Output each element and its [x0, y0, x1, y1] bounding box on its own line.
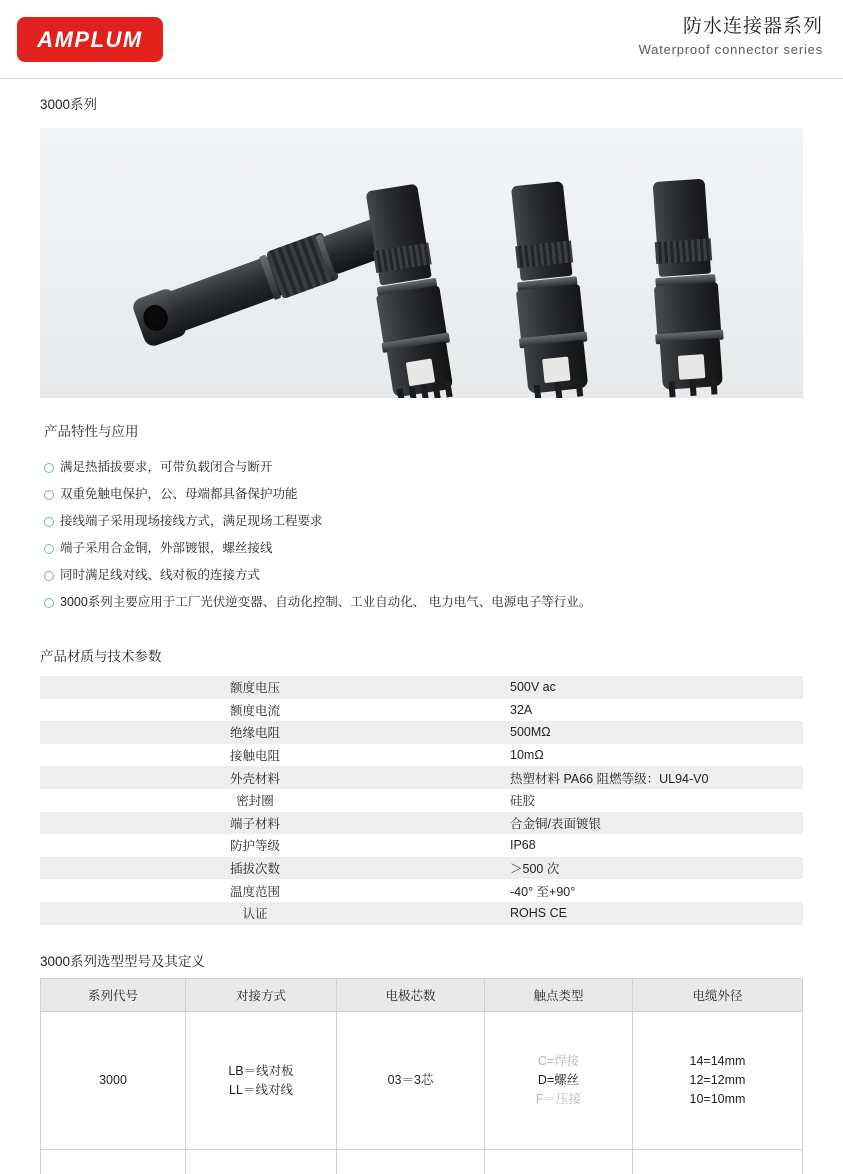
table-row	[40, 744, 803, 767]
spec-label: 温度范围	[40, 879, 470, 902]
model-header-poles: 电极芯数	[337, 979, 485, 1012]
table-header-row	[41, 979, 803, 1012]
spec-value: 硅胶	[470, 789, 803, 812]
feature-item	[44, 481, 804, 508]
cable-od-line-2: 12=12mm	[634, 1071, 801, 1090]
model-header-series: 系列代号	[41, 979, 186, 1012]
bullet-icon	[44, 517, 54, 527]
table-row	[40, 676, 803, 699]
spec-value: ＞500 次	[470, 857, 803, 880]
connector-illustration-3	[479, 177, 621, 398]
spec-label: 接触电阻	[40, 744, 470, 767]
bullet-icon	[44, 490, 54, 500]
connector-pin-block	[406, 358, 435, 386]
table-row	[40, 857, 803, 880]
spec-value: 10mΩ	[470, 744, 803, 767]
features-section	[44, 420, 804, 616]
model-spacer-cell	[337, 1150, 485, 1174]
spec-label: 外壳材料	[40, 766, 470, 789]
table-row	[40, 834, 803, 857]
features-title: 产品特性与应用	[44, 420, 804, 440]
table-row	[40, 812, 803, 835]
connector-illustration-4	[621, 176, 756, 398]
spec-label: 额度电压	[40, 676, 470, 699]
contact-type-line-1: C=焊接	[486, 1052, 631, 1071]
spec-label: 额度电流	[40, 699, 470, 722]
spec-value: 32A	[470, 699, 803, 722]
brand-logo	[17, 17, 163, 62]
spec-value: ROHS CE	[470, 902, 803, 925]
table-row	[40, 766, 803, 789]
header-title-cn: 防水连接器系列	[639, 14, 823, 40]
spec-value: IP68	[470, 834, 803, 857]
feature-text: 3000系列主要应用于工厂光伏逆变器、自动化控制、工业自动化、 电力电气、电源电子等行业。	[60, 589, 591, 616]
model-poles: 03＝3芯	[337, 1012, 485, 1150]
spec-label: 绝缘电阻	[40, 721, 470, 744]
table-row	[41, 1012, 803, 1150]
table-row	[40, 721, 803, 744]
header-title-en: Waterproof connector series	[639, 40, 823, 60]
cable-od-line-1: 14=14mm	[634, 1052, 801, 1071]
cable-od-line-3: 10=10mm	[634, 1090, 801, 1109]
connector-illustration-2	[334, 178, 486, 398]
model-series-code: 3000	[41, 1012, 186, 1150]
model-contact-type	[485, 1012, 633, 1150]
table-row	[40, 879, 803, 902]
table-row	[40, 902, 803, 925]
model-spacer-cell	[186, 1150, 337, 1174]
table-row	[40, 699, 803, 722]
model-header-cable-od: 电缆外径	[633, 979, 803, 1012]
feature-item	[44, 562, 804, 589]
table-row-spacer	[41, 1150, 803, 1174]
model-cable-od	[633, 1012, 803, 1150]
page-header	[0, 0, 843, 79]
feature-item	[44, 454, 804, 481]
model-spacer-cell	[485, 1150, 633, 1174]
model-mating-type	[186, 1012, 337, 1150]
connector-pin-block	[542, 356, 570, 383]
spec-value: 500MΩ	[470, 721, 803, 744]
bullet-icon	[44, 571, 54, 581]
connector-pin-block	[678, 354, 706, 380]
mating-type-line-1: LB＝线对板	[187, 1062, 335, 1081]
model-spacer-cell	[41, 1150, 186, 1174]
feature-item	[44, 508, 804, 535]
feature-text: 端子采用合金铜，外部镀银，螺丝接线	[60, 535, 273, 562]
series-label: 3000系列	[40, 93, 97, 113]
feature-item	[44, 535, 804, 562]
connector-knurl	[655, 238, 712, 264]
contact-type-line-3: F＝压接	[486, 1090, 631, 1109]
model-table	[40, 978, 803, 1174]
spec-label: 防护等级	[40, 834, 470, 857]
spec-label: 认证	[40, 902, 470, 925]
spec-value: 热塑材料 PA66 阻燃等级：UL94-V0	[470, 766, 803, 789]
product-photo	[40, 128, 803, 398]
feature-text: 接线端子采用现场接线方式，满足现场工程要求	[60, 508, 323, 535]
spec-label: 插拔次数	[40, 857, 470, 880]
model-section-title: 3000系列选型型号及其定义	[40, 950, 205, 970]
feature-text: 满足热插拔要求，可带负载闭合与断开	[60, 454, 273, 481]
feature-item	[44, 589, 804, 616]
model-spacer-cell	[633, 1150, 803, 1174]
brand-logo-text: AMPLUM	[37, 27, 143, 53]
bullet-icon	[44, 544, 54, 554]
bullet-icon	[44, 463, 54, 473]
table-row	[40, 789, 803, 812]
spec-label: 密封圈	[40, 789, 470, 812]
spec-value: -40° 至+90°	[470, 879, 803, 902]
bullet-icon	[44, 598, 54, 608]
spec-label: 端子材料	[40, 812, 470, 835]
spec-value: 合金铜/表面镀银	[470, 812, 803, 835]
model-header-mating: 对接方式	[186, 979, 337, 1012]
feature-text: 双重免触电保护，公、母端都具备保护功能	[60, 481, 298, 508]
contact-type-line-2: D=螺丝	[486, 1071, 631, 1090]
mating-type-line-2: LL＝线对线	[187, 1081, 335, 1100]
model-header-contact: 触点类型	[485, 979, 633, 1012]
spec-section-title: 产品材质与技术参数	[40, 645, 162, 665]
spec-value: 500V ac	[470, 676, 803, 699]
spec-table	[40, 676, 803, 925]
header-titles	[639, 14, 823, 60]
feature-text: 同时满足线对线、线对板的连接方式	[60, 562, 260, 589]
